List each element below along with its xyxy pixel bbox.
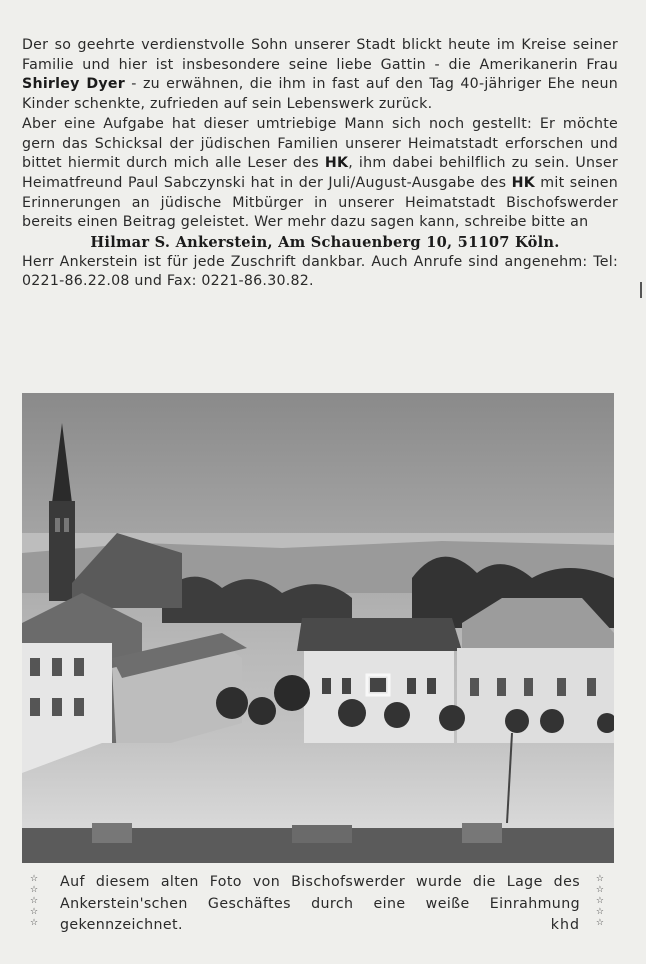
paragraph-2 [22,115,618,233]
paragraph-1-part-a: Der so geehrte verdienstvolle Sohn unserer Stadt blickt heute im Kreise seiner Familie und hier ist insbesondere seine liebe Gattin - die Amerikanerin Frau [22,37,618,73]
contact-address: Hilmar S. Ankerstein, Am Schauenberg 10, 51107 Köln. [90,234,560,252]
caption-body: Auf diesem alten Foto von Bischofswerder wurde die Lage des Ankerstein'schen Geschäftes durch eine weiße Einrahmung gekennzeichnet. [60,874,580,933]
photo-illustration [22,393,614,863]
paragraph-1-part-b: - zu erwähnen, die ihm in fast auf den Tag 40-jähriger Ehe neun Kinder schenkte, zufrieden auf sein Lebenswerk zurück. [22,76,618,113]
margin-mark [640,282,642,298]
star-decoration-right-icon: ☆ ☆ ☆ ☆ ☆ [595,874,604,928]
photo-caption [30,872,604,938]
article-text [22,36,618,292]
hk-abbrev: HK [511,174,535,191]
paragraph-1 [22,36,618,115]
paragraph-2-part-a: Aber eine Aufgabe hat dieser umtriebige Mann sich noch gestellt: Er möchte gern das Schicksal der jüdischen Familien unserer Heimatstadt erforschen und bittet hiermit durch mich alle Leser des [22,115,618,172]
paragraph-3: Herr Ankerstein ist für jede Zuschrift dankbar. Auch Anrufe sind angenehm: Tel: 0221-86.22.08 und Fax: 0221-86.30.82. [22,253,618,290]
paragraph-2-part-c: mit seinen Erinnerungen an jüdische Mitbürger in unserer Heimatstadt Bischofswerder bereits einen Beitrag geleistet. Wer mehr dazu sagen kann, schreibe bitte an [22,174,619,231]
paragraph-2-part-b: , ihm dabei behilflich zu sein. Unser Heimatfreund Paul Sabczynski hat in der Juli/August-Ausgabe des [22,155,618,191]
historic-town-square-photo [22,393,614,863]
hk-abbrev: HK [324,155,349,172]
caption-text [60,872,580,937]
star-decoration-left-icon: ☆ ☆ ☆ ☆ ☆ [30,874,39,928]
name-shirley-dyer: Shirley Dyer [22,76,126,93]
caption-credit: khd [550,917,580,933]
